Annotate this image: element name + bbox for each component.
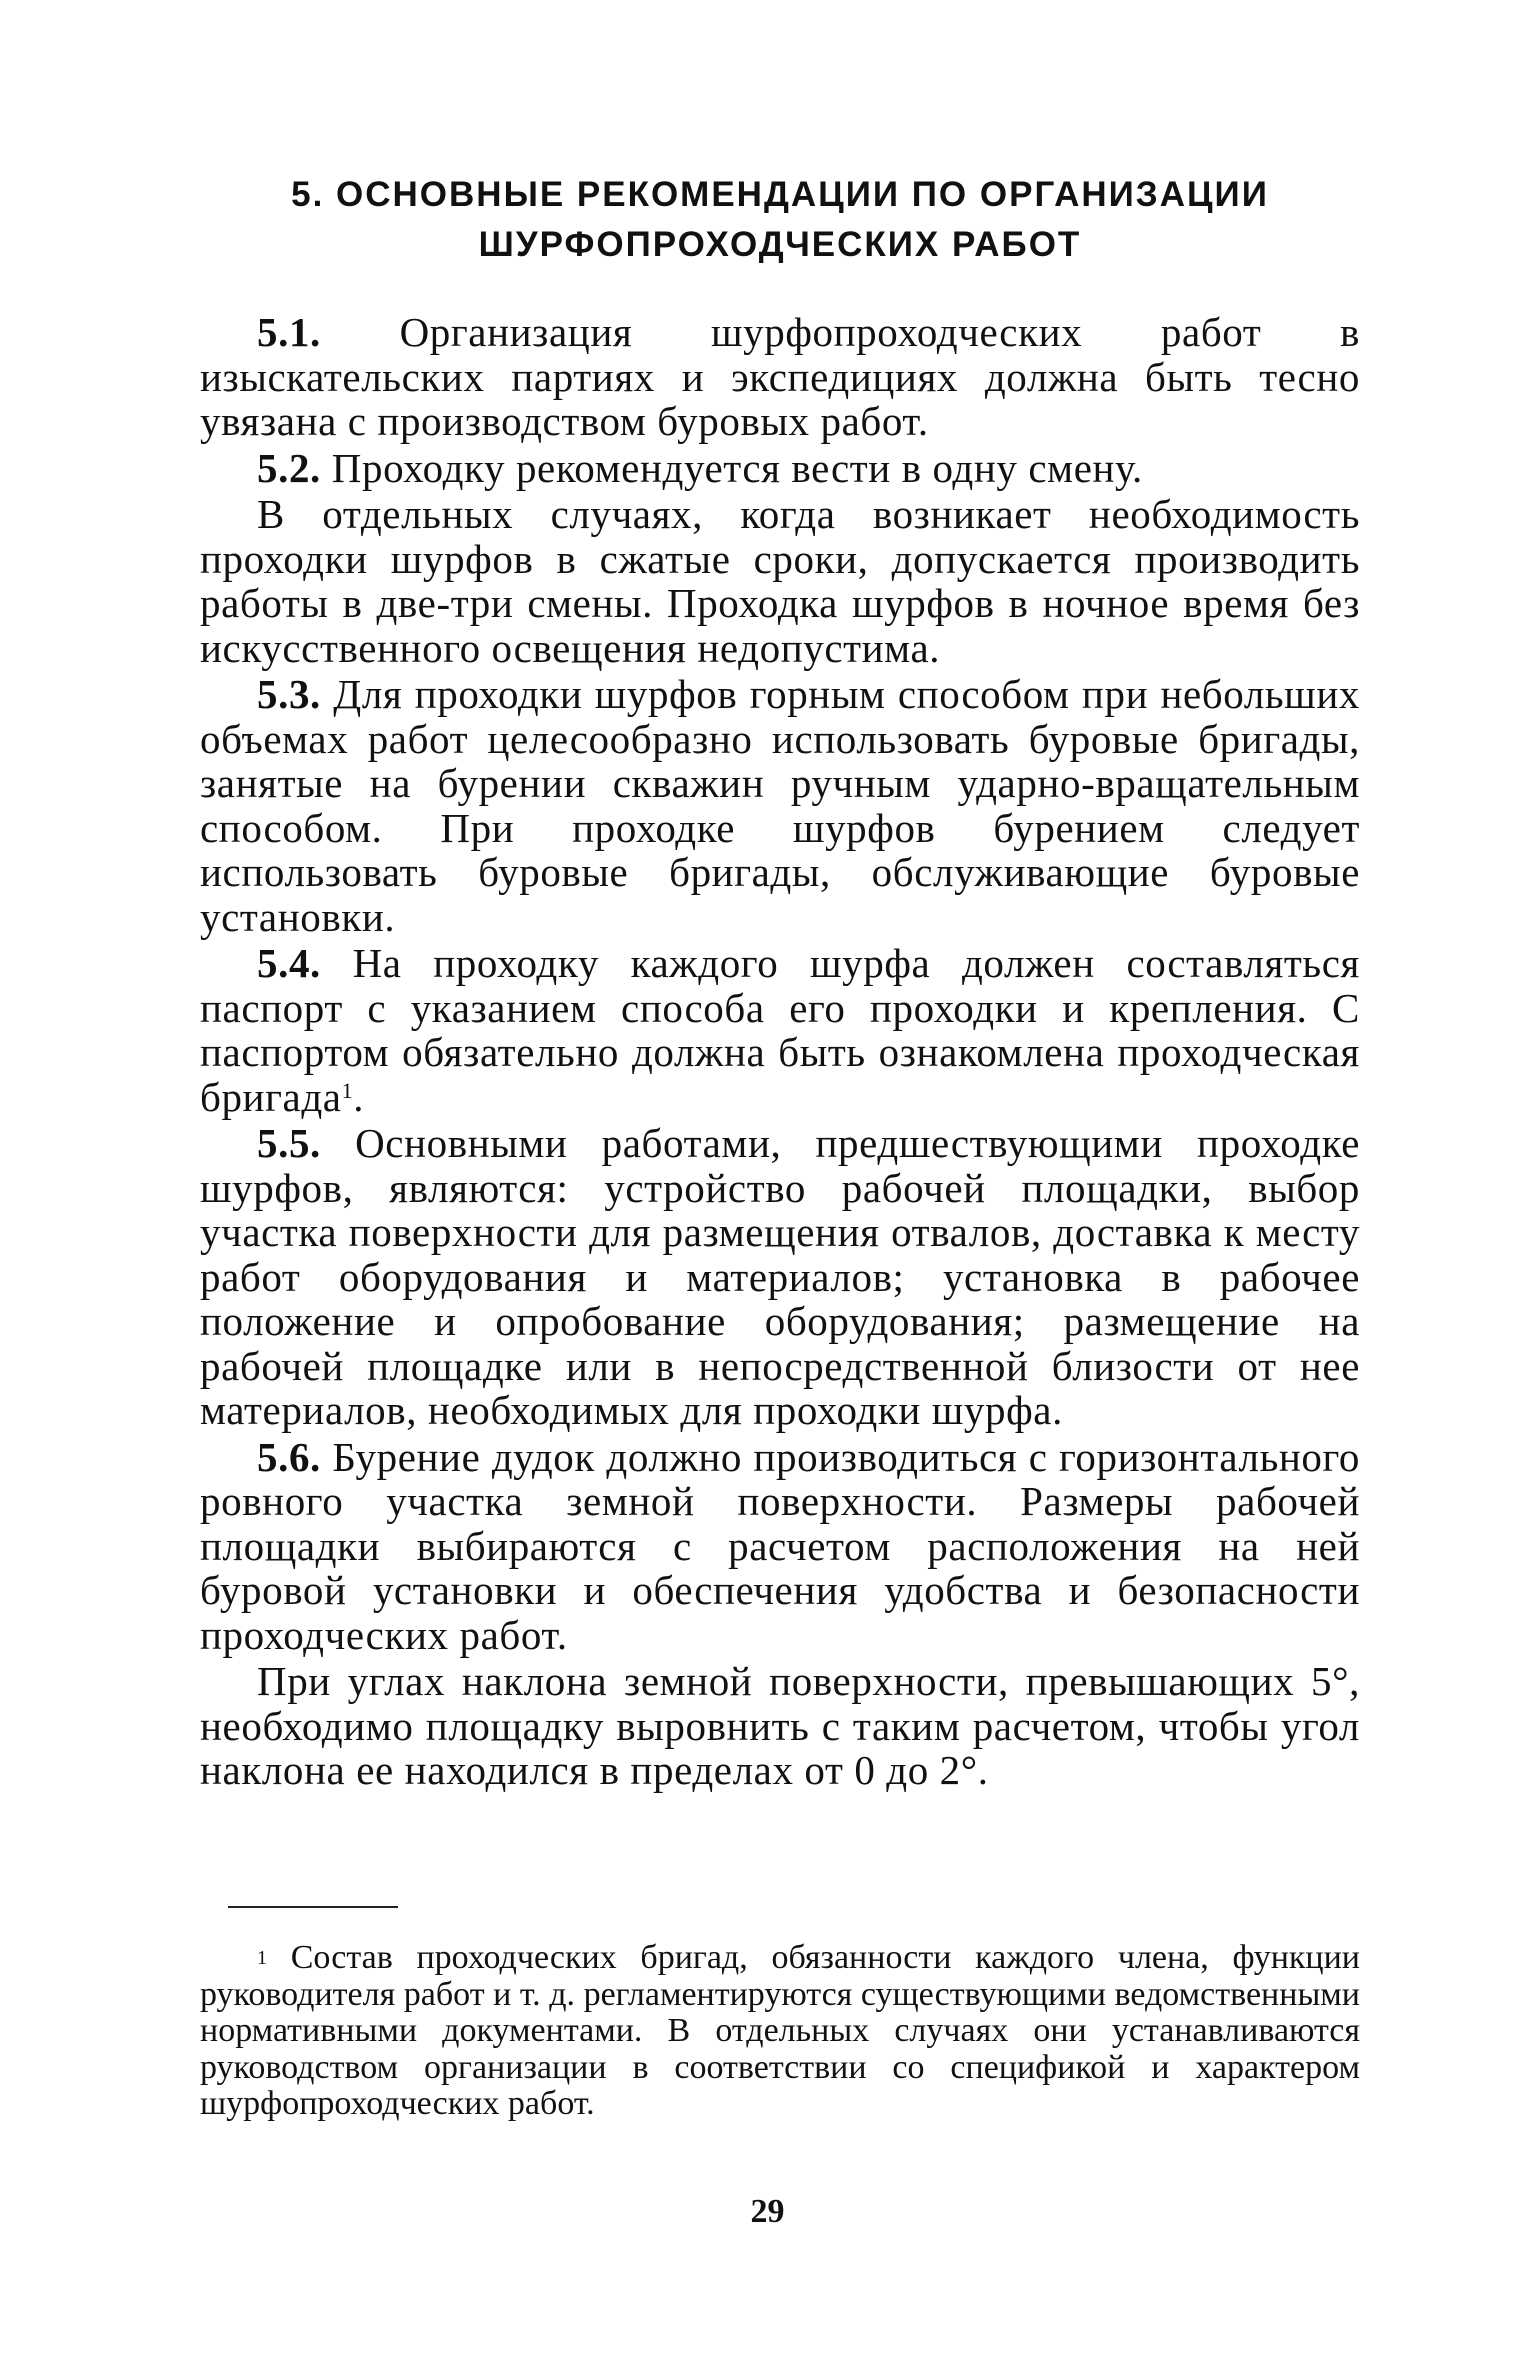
paragraph-text: На проходку каждого шурфа должен составляться паспорт с указанием способа его проходки и крепления. С паспортом обязательно должна быть ознакомлена проходческая бригада [200, 940, 1360, 1120]
paragraph-text: Проходку рекомендуется вести в одну смену. [320, 444, 1143, 491]
clause-number: 5.5. [257, 1120, 321, 1166]
clause-number: 5.6. [257, 1433, 321, 1480]
clause-number: 5.3. [257, 671, 321, 717]
paragraph-5-5 [200, 1121, 1360, 1433]
footnote-mark: 1 [257, 1947, 267, 1969]
paragraph-text: Организация шурфопроходческих работ в изыскательских партиях и экспедициях должна быть тесно увязана с производством буровых работ. [200, 309, 1360, 444]
paragraph-5-2 [200, 446, 1360, 491]
paragraph-text: В отдельных случаях, когда возникает необходимость проходки шурфов в сжатые сроки, допускается производить работы в две-три смены. Проходка шурфов в ночное время без искусственного освещения недопустима. [200, 491, 1360, 671]
paragraph-5-6 [200, 1435, 1360, 1658]
paragraph-5-1 [200, 310, 1360, 444]
footnote-divider [228, 1906, 398, 1908]
page-body [200, 170, 1360, 1793]
paragraph-5-6-cont [200, 1659, 1360, 1793]
paragraph-5-2-cont [200, 492, 1360, 670]
paragraph-text: Для проходки шурфов горным способом при небольших объемах работ целесообразно использовать буровые бригады, занятые на бурении скважин ручным ударно-вращательным способом. При проходке шурфов бурением следует использовать буровые бригады, обслуживающие буровые установки. [200, 671, 1360, 940]
paragraph-5-3 [200, 672, 1360, 939]
section-title-line2: ШУРФОПРОХОДЧЕСКИХ РАБОТ [478, 225, 1082, 264]
paragraph-text: При углах наклона земной поверхности, превышающих 5°, необходимо площадку выровнить с таким расчетом, чтобы угол наклона ее находился в пределах от 0 до 2°. [200, 1658, 1360, 1793]
footnote-text: Состав проходческих бригад, обязанности каждого члена, функции руководителя работ и т. д. регламентируются существующими ведомственными нормативными документами. В отдельных случаях они устанавливаются руководством организации в соответствии со спецификой и характером шурфопроходческих работ. [200, 1939, 1360, 2122]
section-title-line1: 5. ОСНОВНЫЕ РЕКОМЕНДАЦИИ ПО ОРГАНИЗАЦИИ [291, 175, 1269, 214]
paragraph-text: Основными работами, предшествующими проходке шурфов, являются: устройство рабочей площадки, выбор участка поверхности для размещения отвалов, доставка к месту работ оборудования и материалов; установка в рабочее положение и опробование оборудования; размещение на рабочей площадке или в непосредственной близости от нее материалов, необходимых для проходки шурфа. [200, 1120, 1360, 1433]
paragraph-tail: . [353, 1073, 365, 1120]
clause-number: 5.1. [257, 309, 321, 355]
footnote-reference[interactable]: 1 [341, 1077, 354, 1103]
footnote [200, 1940, 1360, 2123]
clause-number: 5.4. [257, 940, 321, 986]
section-heading [200, 170, 1360, 270]
paragraph-text: Бурение дудок должно производиться с горизонтального ровного участка земной поверхности. Размеры рабочей площадки выбираются с расчетом расположения на ней буровой установки и обеспечения удобства и безопасности проходческих работ. [200, 1433, 1360, 1658]
page-number: 29 [750, 2193, 785, 2230]
clause-number: 5.2. [257, 444, 321, 491]
paragraph-5-4 [200, 941, 1360, 1119]
